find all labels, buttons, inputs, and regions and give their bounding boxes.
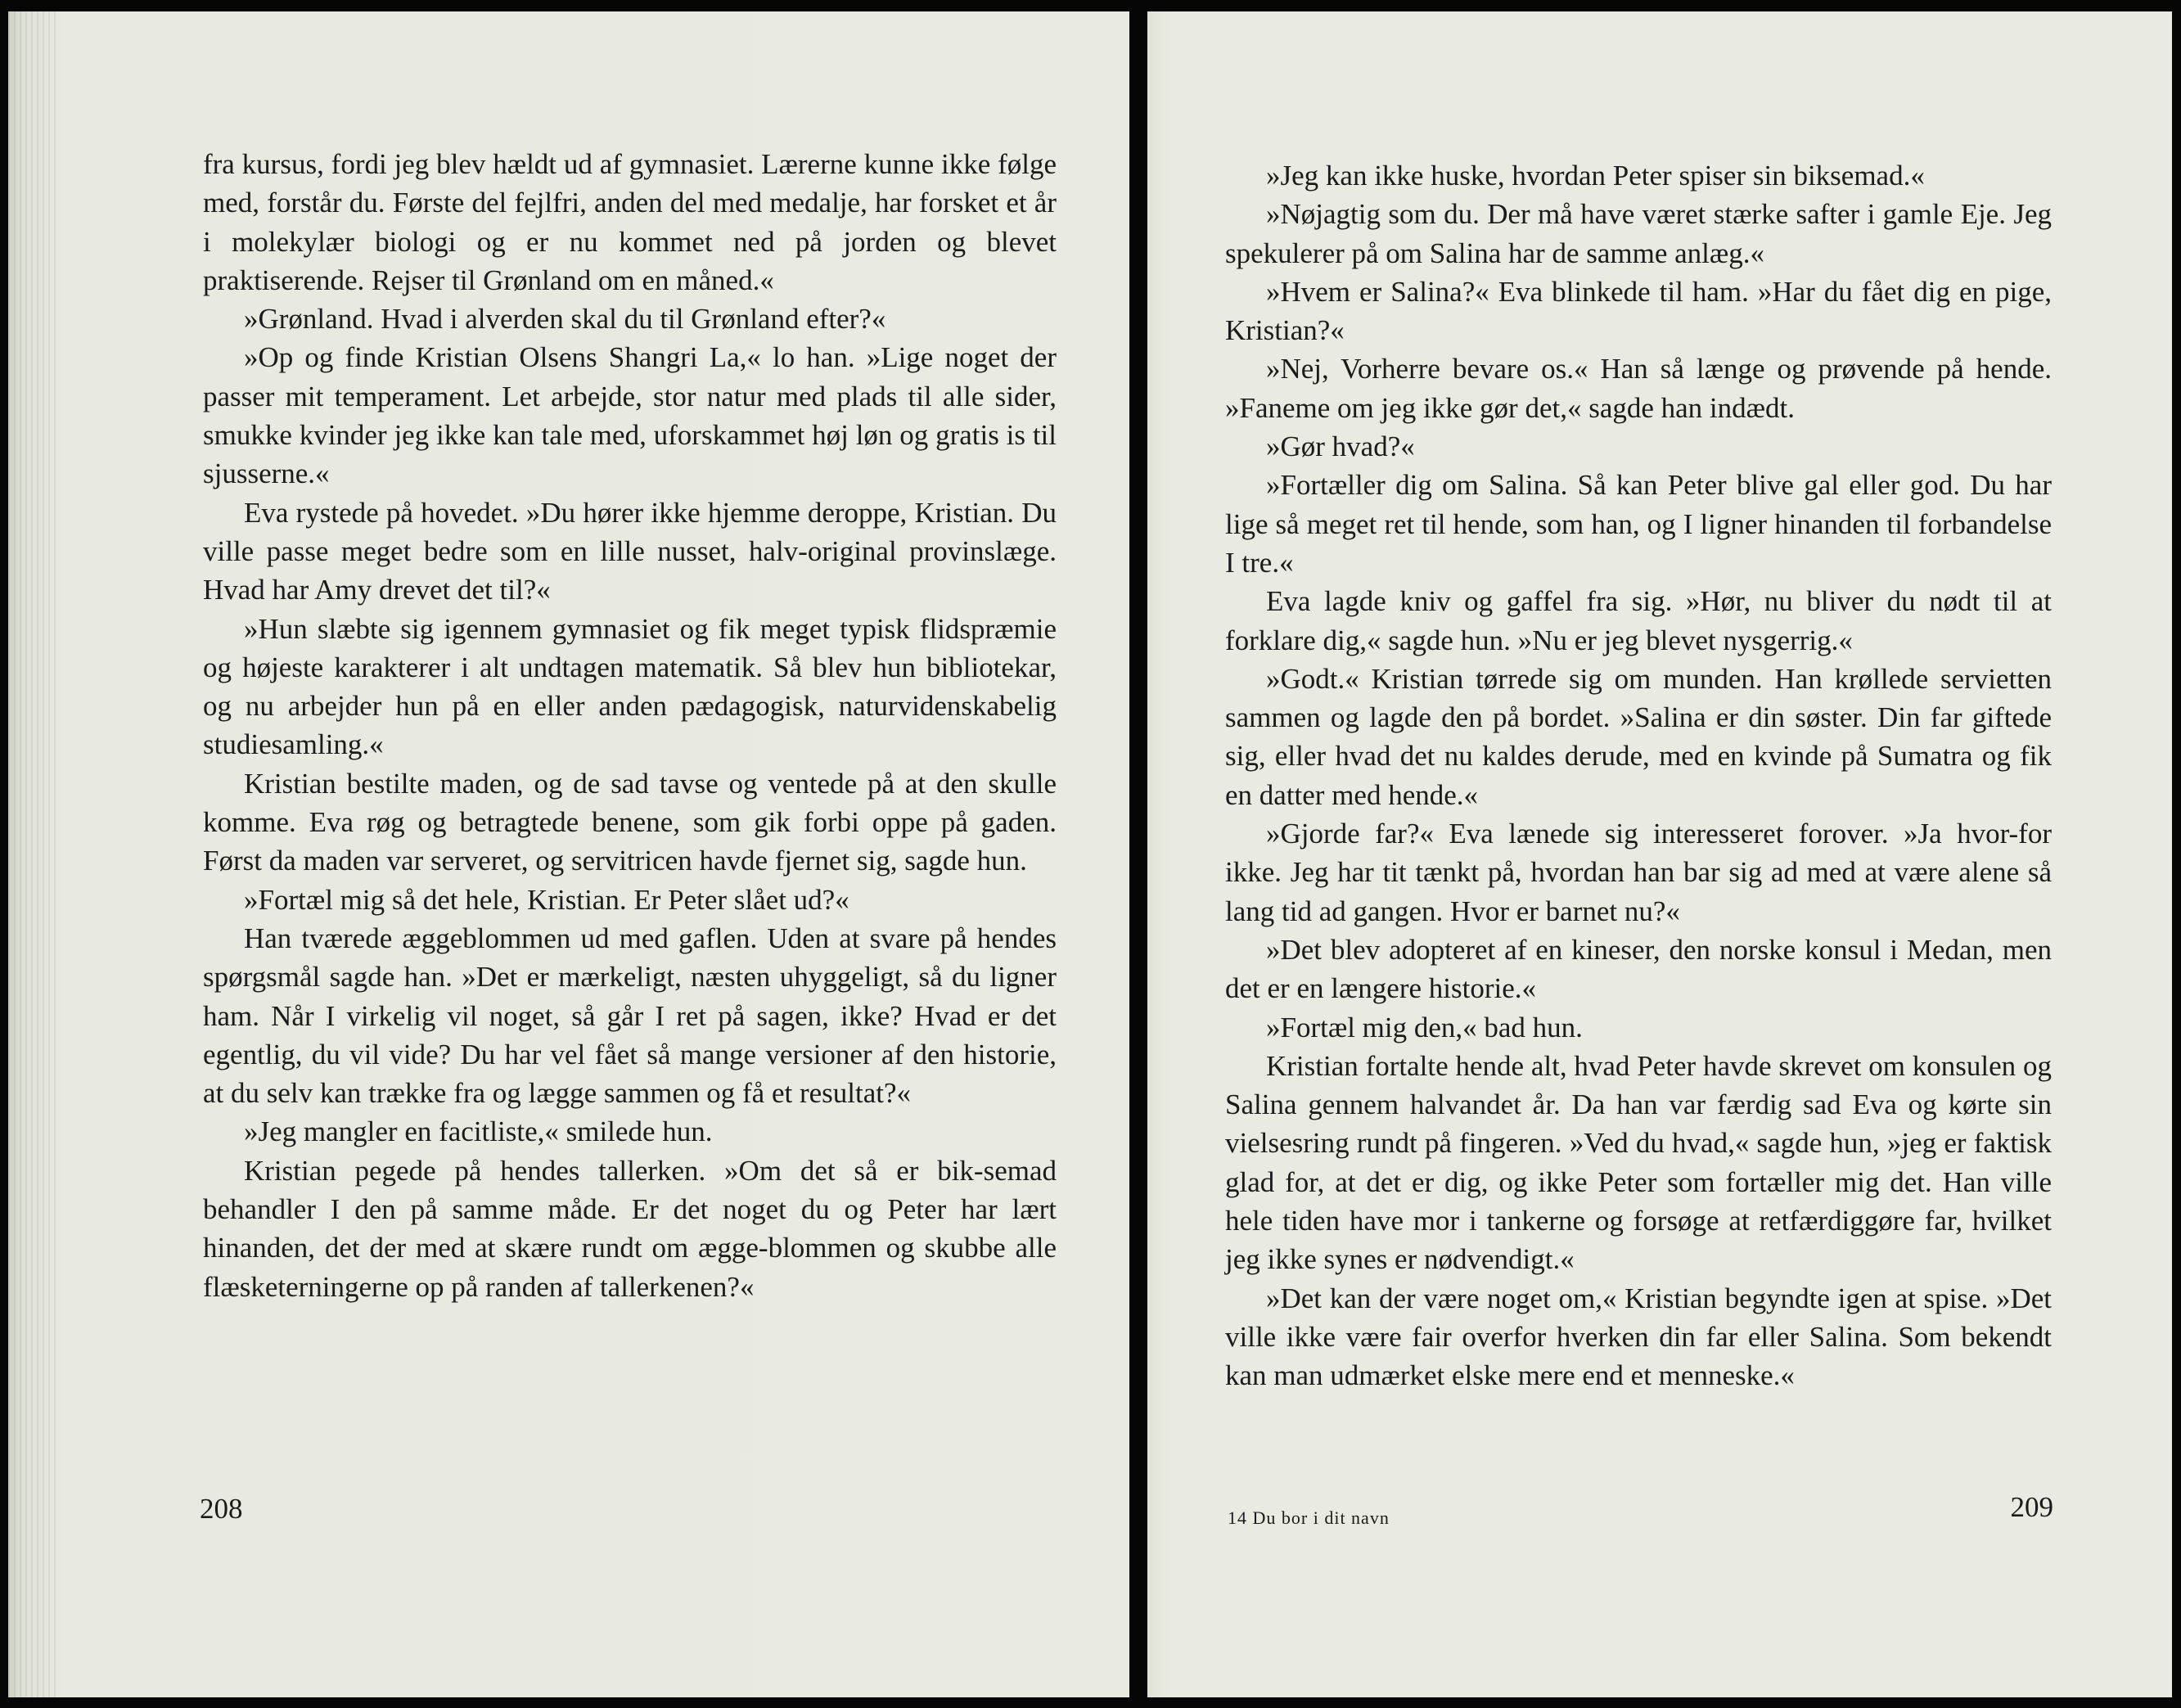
right-page bbox=[1147, 11, 2172, 1697]
paragraph: »Jeg mangler en facitliste,« smilede hun. bbox=[244, 1115, 713, 1148]
paragraph: Kristian pegede på hendes tallerken. »Om det så er bik-semad behandler I den på samme måde. Er det noget du og Peter har lært hinanden, det der med at skære rundt om ægge-blommen og skubbe alle flæsketerningerne op på randen af tallerkenen?« bbox=[203, 1154, 1057, 1303]
page-edge-shading bbox=[8, 11, 57, 1697]
paragraph: »Godt.« Kristian tørrede sig om munden. Han krøllede servietten sammen og lagde den på bordet. »Salina er din søster. Din far giftede sig, eller hvad det nu kaldes derude, med en kvinde på Sumatra og fik en datter med hende.« bbox=[1225, 662, 2052, 811]
paragraph: »Fortæl mig så det hele, Kristian. Er Peter slået ud?« bbox=[244, 883, 849, 916]
page-number: 208 bbox=[200, 1493, 243, 1525]
page-number: 209 bbox=[2010, 1491, 2053, 1523]
paragraph: fra kursus, fordi jeg blev hældt ud af gymnasiet. Lærerne kunne ikke følge med, forstår du. Første del fejlfri, anden del med medalje, har forsket et år i molekylær biologi og er nu kommet ned på jorden og blevet praktiserende. Rejser til Grønland om en måned.« bbox=[203, 148, 1057, 296]
paragraph: »Nej, Vorherre bevare os.« Han så længe og prøvende på hende. »Faneme om jeg ikke gør det,« sagde han indædt. bbox=[1225, 353, 2052, 424]
paragraph: »Grønland. Hvad i alverden skal du til Grønland efter?« bbox=[244, 303, 886, 336]
right-page-body bbox=[1225, 156, 2052, 1395]
paragraph: »Hun slæbte sig igennem gymnasiet og fik meget typisk flidspræmie og højeste karakterer i alt undtagen matematik. Så blev hun bibliotekar, og nu arbejder hun på en eller anden pædagogisk, naturvidenskabelig studiesamling.« bbox=[203, 612, 1057, 761]
signature-mark: 14 Du bor i dit navn bbox=[1228, 1507, 1390, 1528]
paragraph: »Gjorde far?« Eva lænede sig interesseret forover. »Ja hvor-for ikke. Jeg har tit tænkt på, hvordan han bar sig ad med at være alene så lang tid ad gangen. Hvor er barnet nu?« bbox=[1225, 818, 2052, 927]
paragraph: »Gør hvad?« bbox=[1266, 430, 1415, 463]
paragraph: Eva lagde kniv og gaffel fra sig. »Hør, nu bliver du nødt til at forklare dig,« sagde hun. »Nu er jeg blevet nysgerrig.« bbox=[1225, 585, 2052, 656]
left-page bbox=[8, 11, 1129, 1697]
paragraph: »Det blev adopteret af en kineser, den norske konsul i Medan, men det er en længere historie.« bbox=[1225, 933, 2052, 1005]
paragraph: »Nøjagtig som du. Der må have været stærke safter i gamle Eje. Jeg spekulerer på om Salina har de samme anlæg.« bbox=[1225, 198, 2052, 269]
paragraph: »Det kan der være noget om,« Kristian begyndte igen at spise. »Det ville ikke være fair overfor hverken din far eller Salina. Som bekendt kan man udmærket elske mere end et menneske.« bbox=[1225, 1282, 2052, 1392]
paragraph: »Jeg kan ikke huske, hvordan Peter spiser sin biksemad.« bbox=[1266, 160, 1925, 192]
paragraph: Eva rystede på hovedet. »Du hører ikke hjemme deroppe, Kristian. Du ville passe meget bedre som en lille nusset, halv-original provinslæge. Hvad har Amy drevet det til?« bbox=[203, 496, 1057, 606]
paragraph: »Fortæl mig den,« bad hun. bbox=[1266, 1011, 1583, 1043]
paragraph: »Hvem er Salina?« Eva blinkede til ham. »Har du fået dig en pige, Kristian?« bbox=[1225, 275, 2052, 347]
paragraph: »Fortæller dig om Salina. Så kan Peter blive gal eller god. Du har lige så meget ret til hende, som han, og I ligner hinanden til forbandelse I tre.« bbox=[1225, 469, 2052, 579]
paragraph: Han tværede æggeblommen ud med gaflen. Uden at svare på hendes spørgsmål sagde han. »Det er mærkeligt, næsten uhyggeligt, så du ligner ham. Når I virkelig vil noget, så går I ret på sagen, ikke? Hvad er det egentlig, du vil vide? Du har vel fået så mange versioner af den historie, at du selv kan trække fra og lægge sammen og få et resultat?« bbox=[203, 922, 1057, 1110]
left-page-body bbox=[203, 145, 1057, 1306]
paragraph: Kristian bestilte maden, og de sad tavse og ventede på at den skulle komme. Eva røg og betragtede benene, som gik forbi oppe på gaden. Først da maden var serveret, og servitricen havde fjernet sig, sagde hun. bbox=[203, 767, 1057, 877]
paragraph: »Op og finde Kristian Olsens Shangri La,« lo han. »Lige noget der passer mit temperament. Let arbejde, stor natur med plads til alle sider, smukke kvinder jeg ikke kan tale med, uforskammet høj løn og gratis is til sjusserne.« bbox=[203, 341, 1057, 490]
paragraph: Kristian fortalte hende alt, hvad Peter havde skrevet om konsulen og Salina gennem halvandet år. Da han var færdig sad Eva og kørte sin vielsesring rundt på fingeren. »Ved du hvad,« sagde hun, »jeg er faktisk glad for, at det er dig, og ikke Peter som fortæller mig det. Han ville hele tiden have mor i tankerne og forsøge at retfærdiggøre far, hvilket jeg ikke synes er nødvendigt.« bbox=[1225, 1049, 2052, 1276]
